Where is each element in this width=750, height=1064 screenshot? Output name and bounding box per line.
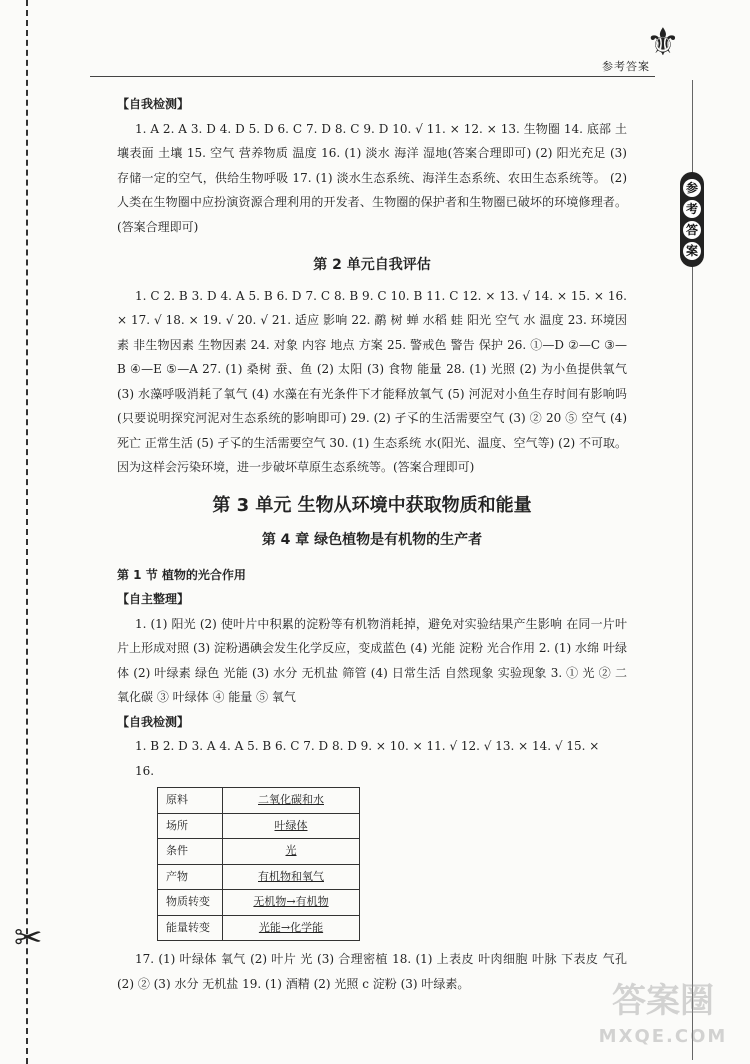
side-tab-char: 案: [683, 242, 701, 260]
self-test-label-2: 【自我检测】: [117, 714, 190, 729]
table-value: 二氧化碳和水: [258, 793, 324, 806]
table-value: 无机物→有机物: [253, 895, 329, 908]
self-org-answers: 1. (1) 阳光 (2) 使叶片中积累的淀粉等有机物消耗掉，避免对实验结果产生影响 在同一片叶片上形成对照 (3) 淀粉遇碘会发生化学反应，变成蓝色 (4) 光能 淀粉 光合作用 2. (1) 水绵 叶绿体 (2) 叶绿素 绿色 光能 (3) 水分 无机盐 筛管 (4) 日常生活 自然现象 实验现象 3. ① 光 ② 二氧化碳 ③ 叶绿体 ④ 能量 ⑤ 氧气: [117, 616, 627, 704]
cut-line: [26, 0, 28, 1064]
q16-label: 16.: [135, 763, 155, 778]
chapter4-title: 第 4 章 绿色植物是有机物的生产者: [261, 532, 483, 548]
table-row: [158, 813, 360, 839]
self-test-label: 【自我检测】: [117, 97, 190, 111]
tail-answers: 17. (1) 叶绿体 氧气 (2) 叶片 光 (3) 合理密植 18. (1) 上表皮 叶肉细胞 叶脉 下表皮 气孔 (2) ② (3) 水分 无机盐 19. (1) 酒精 (2) 光照 c 淀粉 (3) 叶绿素。: [117, 952, 627, 991]
table-value: 光能→化学能: [258, 920, 324, 934]
table-row: [158, 915, 360, 941]
unit2-answers: 1. C 2. B 3. D 4. A 5. B 6. D 7. C 8. B 9. C 10. B 11. C 12. × 13. √ 14. × 15. × 16. × 17. √ 18. × 19. √ 20. √ 21. 适应 影响 22. 鹬 树 蝉 水稻 蛙 阳光 空气 水 温度 23. 环境因素 非生物因素 生物因素 24. 对象 内容 地点 方案 25. 警戒色 警告 保护 26. ①—D ②—C ③—B ④—E ⑤—A 27. (1) 桑树 蚕、鱼 (2) 太阳 (3) 食物 能量 28. (1) 光照 (2) 为小鱼提供氧气 (3) 水藻呼吸消耗了氧气 (4) 水藻在有光条件下才能释放氧气 (5) 河泥对小鱼生存时间有影响吗(只要说明探究河泥对生态系统的影响即可) 29. (2) 孑孓的生活需要空气 (3) ② 20 ⑤ 空气 (4) 死亡 正常生活 (5) 孑孓的生活需要空气 30. (1) 生态系统 水(阳光、温度、空气等) (2) 不可取。因为这样会污染环境，进一步破坏草原生态系统等。(答案合理即可): [117, 288, 627, 474]
side-tab-char: 考: [683, 200, 701, 218]
header-rule: [90, 76, 655, 77]
table-value: 叶绿体: [274, 818, 308, 832]
table-row: [158, 864, 360, 890]
photosynthesis-table: [157, 787, 360, 941]
header-title: 参考答案: [602, 60, 650, 73]
table-row: [158, 839, 360, 865]
watermark-text: 答案圈: [612, 981, 714, 1021]
side-tab: [680, 172, 704, 267]
watermark-logo: [588, 983, 738, 1058]
unit3-title: 第 3 单元 生物从环境中获取物质和能量: [212, 494, 532, 516]
table-row: [158, 890, 360, 916]
page-content: [117, 92, 627, 996]
self-test-answers-2: 1. B 2. D 3. A 4. A 5. B 6. C 7. D 8. D 9. × 10. × 11. √ 12. √ 13. × 14. √ 15. ×: [135, 739, 600, 753]
side-tab-char: 答: [683, 221, 701, 239]
ornament-icon: ⚜: [645, 20, 680, 64]
table-value: 有机物和氧气: [258, 869, 324, 883]
table-key: 物质转变: [158, 890, 223, 916]
self-test-answers: 1. A 2. A 3. D 4. D 5. D 6. C 7. D 8. C 9. D 10. √ 11. × 12. × 13. 生物圈 14. 底部 土壤表面 土壤 15. 空气 营养物质 温度 16. (1) 淡水 海洋 湿地(答案合理即可) (2) 阳光充足 (3) 存储一定的空气，供给生物呼吸 17. (1) 淡水生态系统、海洋生态系统、农田生态系统等。 (2) 人类在生物圈中应扮演资源合理利用的开发者、生物圈的保护者和生物圈已破坏的环境修理者。(答案合理即可): [117, 121, 627, 234]
table-row: [158, 788, 360, 814]
table-key: 产物: [158, 864, 223, 890]
table-key: 条件: [158, 839, 223, 865]
section1-title: 第 1 节 植物的光合作用: [117, 567, 246, 582]
self-org-label: 【自主整理】: [117, 592, 190, 606]
side-tab-char: 参: [683, 179, 701, 197]
scissors-icon: ✂: [14, 918, 43, 958]
watermark-url: MXQE.COM: [598, 1026, 728, 1047]
table-key: 场所: [158, 813, 223, 839]
table-key: 原料: [158, 788, 223, 814]
table-value: 光: [285, 844, 297, 857]
unit2-title: 第 2 单元自我评估: [313, 257, 431, 273]
table-key: 能量转变: [158, 915, 223, 941]
